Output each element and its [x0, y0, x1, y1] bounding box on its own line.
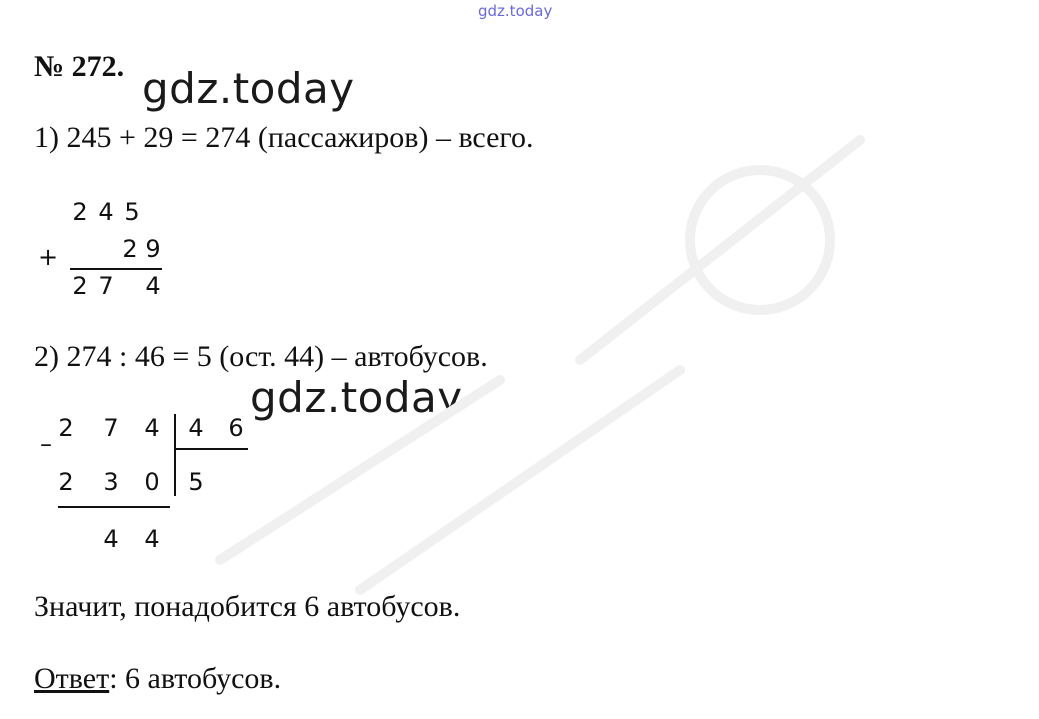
digit: 2 — [72, 198, 88, 226]
digit: 2 — [58, 468, 74, 496]
digit: 6 — [228, 414, 244, 442]
digit: 2 — [58, 414, 74, 442]
digit: 7 — [103, 414, 119, 442]
watermark-text: gdz.today — [142, 64, 355, 113]
answer-value: : 6 автобусов. — [109, 662, 282, 695]
digit: 7 — [98, 272, 114, 300]
digit: 4 — [144, 525, 160, 553]
watermark-text: gdz.today — [250, 373, 463, 422]
remainder-line — [58, 506, 170, 508]
answer-line — [34, 662, 281, 696]
minus-sign: – — [40, 430, 52, 458]
digit: 0 — [144, 468, 160, 496]
digit: 4 — [188, 414, 204, 442]
digit: 5 — [124, 198, 140, 226]
digit: 4 — [145, 272, 161, 300]
digit: 2 — [72, 272, 88, 300]
step-1-text: 1) 245 + 29 = 274 (пассажиров) – всего. — [34, 121, 534, 154]
quotient-line — [174, 448, 248, 450]
digit: 2 — [122, 235, 138, 263]
digit: 4 — [98, 198, 114, 226]
answer-label: Ответ — [34, 662, 110, 695]
plus-sign: + — [38, 243, 59, 271]
digit: 4 — [103, 525, 119, 553]
division-bar — [174, 414, 176, 496]
task-number: № 272. — [34, 50, 125, 83]
step-2-text: 2) 274 : 46 = 5 (ост. 44) – автобусов. — [34, 340, 488, 373]
site-watermark-top: gdz.today — [478, 2, 553, 20]
sum-line — [70, 268, 162, 270]
digit: 3 — [103, 468, 119, 496]
quotient-digit: 5 — [188, 468, 204, 496]
digit: 9 — [145, 235, 161, 263]
digit: 4 — [144, 414, 160, 442]
conclusion-text: Значит, понадобится 6 автобусов. — [34, 590, 461, 623]
